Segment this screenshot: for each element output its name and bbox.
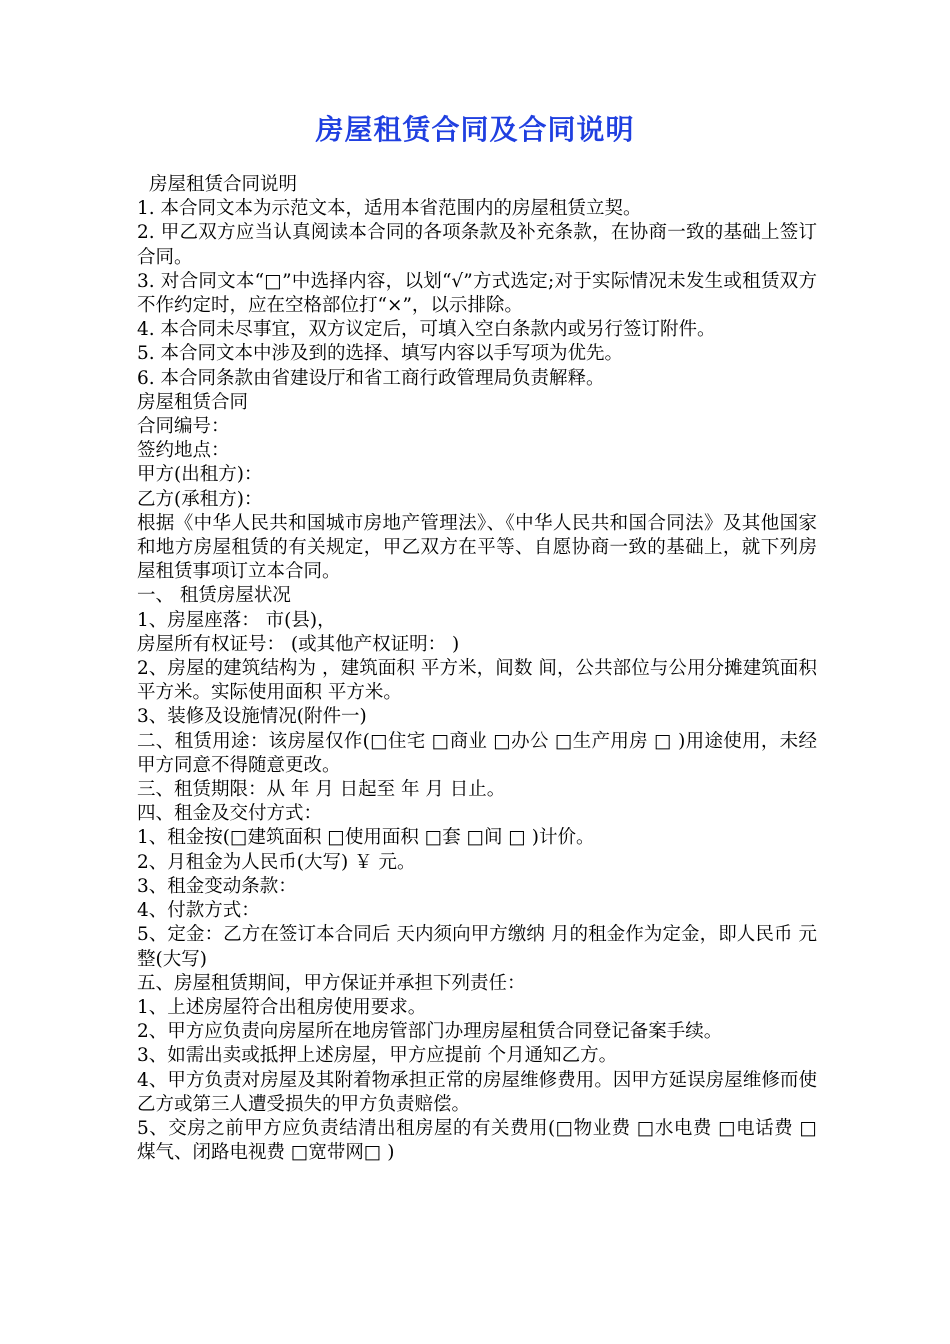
explanation-item-6: 6. 本合同条款由省建设厅和省工商行政管理局负责解释。 (137, 367, 605, 389)
explanation-item-3: 3. 对合同文本“□”中选择内容，以划“√”方式选定;对于实际情况未发生或租赁双方不作约定时，应在空格部位打“×”，以示排除。 (137, 270, 817, 317)
party-b-field: 乙方(承租方)： (137, 488, 263, 510)
clause-5-2: 2、甲方应负责向房屋所在地房管部门办理房屋租赁合同登记备案手续。 (137, 1021, 723, 1043)
party-a-field: 甲方(出租方)： (137, 464, 263, 486)
clause-4-4: 4、付款方式： (137, 900, 260, 922)
clause-5-1: 1、上述房屋符合出租房使用要求。 (137, 996, 427, 1018)
clause-4-1: 1、租金按(□建筑面积 □使用面积 □套 □间 □ )计价。 (137, 827, 595, 849)
explanation-item-1: 1. 本合同文本为示范文本，适用本省范围内的房屋租赁立契。 (137, 198, 642, 220)
clause-1-2: 2、房屋的建筑结构为 ，建筑面积 平方米，间数 间，公共部位与公用分摊建筑面积 平方米。实际使用面积 平方米。 (137, 658, 817, 704)
clause-heading-1: 一、 租赁房屋状况 (137, 585, 291, 607)
explanation-item-4: 4. 本合同未尽事宜，双方议定后，可填入空白条款内或另行签订附件。 (137, 319, 716, 341)
clause-5-4: 4、甲方负责对房屋及其附着物承担正常的房屋维修费用。因甲方延误房屋维修而使乙方或第三人遭受损失的甲方负责赔偿。 (137, 1069, 817, 1115)
clause-heading-5: 五、房屋租赁期间，甲方保证并承担下列责任： (137, 972, 526, 994)
clause-heading-3: 三、租赁期限：从 年 月 日起至 年 月 日止。 (137, 779, 506, 801)
contract-preamble: 根据《中华人民共和国城市房地产管理法》、《中华人民共和国合同法》及其他国家和地方房屋租赁的有关规定，甲乙双方在平等、自愿协商一致的基础上，就下列房屋租赁事项订立本合同。 (137, 512, 817, 583)
document-body (137, 173, 817, 1165)
explanation-item-5: 5. 本合同文本中涉及到的选择、填写内容以手写项为优先。 (137, 343, 624, 365)
clause-4-3: 3、租金变动条款： (137, 875, 297, 897)
clause-5-5: 5、交房之前甲方应负责结清出租房屋的有关费用(□物业费 □水电费 □电话费 □煤气、闭路电视费 □宽带网□ ) (137, 1117, 817, 1164)
explanation-item-2: 2. 甲乙双方应当认真阅读本合同的各项条款及补充条款，在协商一致的基础上签订合同。 (137, 222, 817, 268)
clause-4-5: 5、定金：乙方在签订本合同后 天内须向甲方缴纳 月的租金作为定金，即人民币 元整(大写) (137, 924, 817, 970)
clause-1-3: 3、装修及设施情况(附件一) (137, 706, 367, 728)
clause-4-2: 2、月租金为人民币(大写) ￥ 元。 (137, 851, 416, 873)
section-heading-explanation: 房屋租赁合同说明 (149, 174, 298, 195)
clause-5-3: 3、如需出卖或抵押上述房屋，甲方应提前 个月通知乙方。 (137, 1045, 618, 1067)
clause-1-certificate: 房屋所有权证号： (或其他产权证明： ) (137, 633, 460, 655)
contract-number-field: 合同编号： (137, 416, 230, 438)
section-heading-contract: 房屋租赁合同 (137, 391, 249, 413)
document-title: 房屋租赁合同及合同说明 (315, 113, 635, 146)
clause-heading-4: 四、租金及交付方式： (137, 803, 323, 825)
signing-location-field: 签约地点： (137, 440, 230, 462)
clause-1-1: 1、房屋座落： 市(县)， (137, 609, 336, 631)
clause-heading-2: 二、租赁用途：该房屋仅作(□住宅 □商业 □办公 □生产用房 □ )用途使用，未经甲方同意不得随意更改。 (137, 730, 817, 776)
